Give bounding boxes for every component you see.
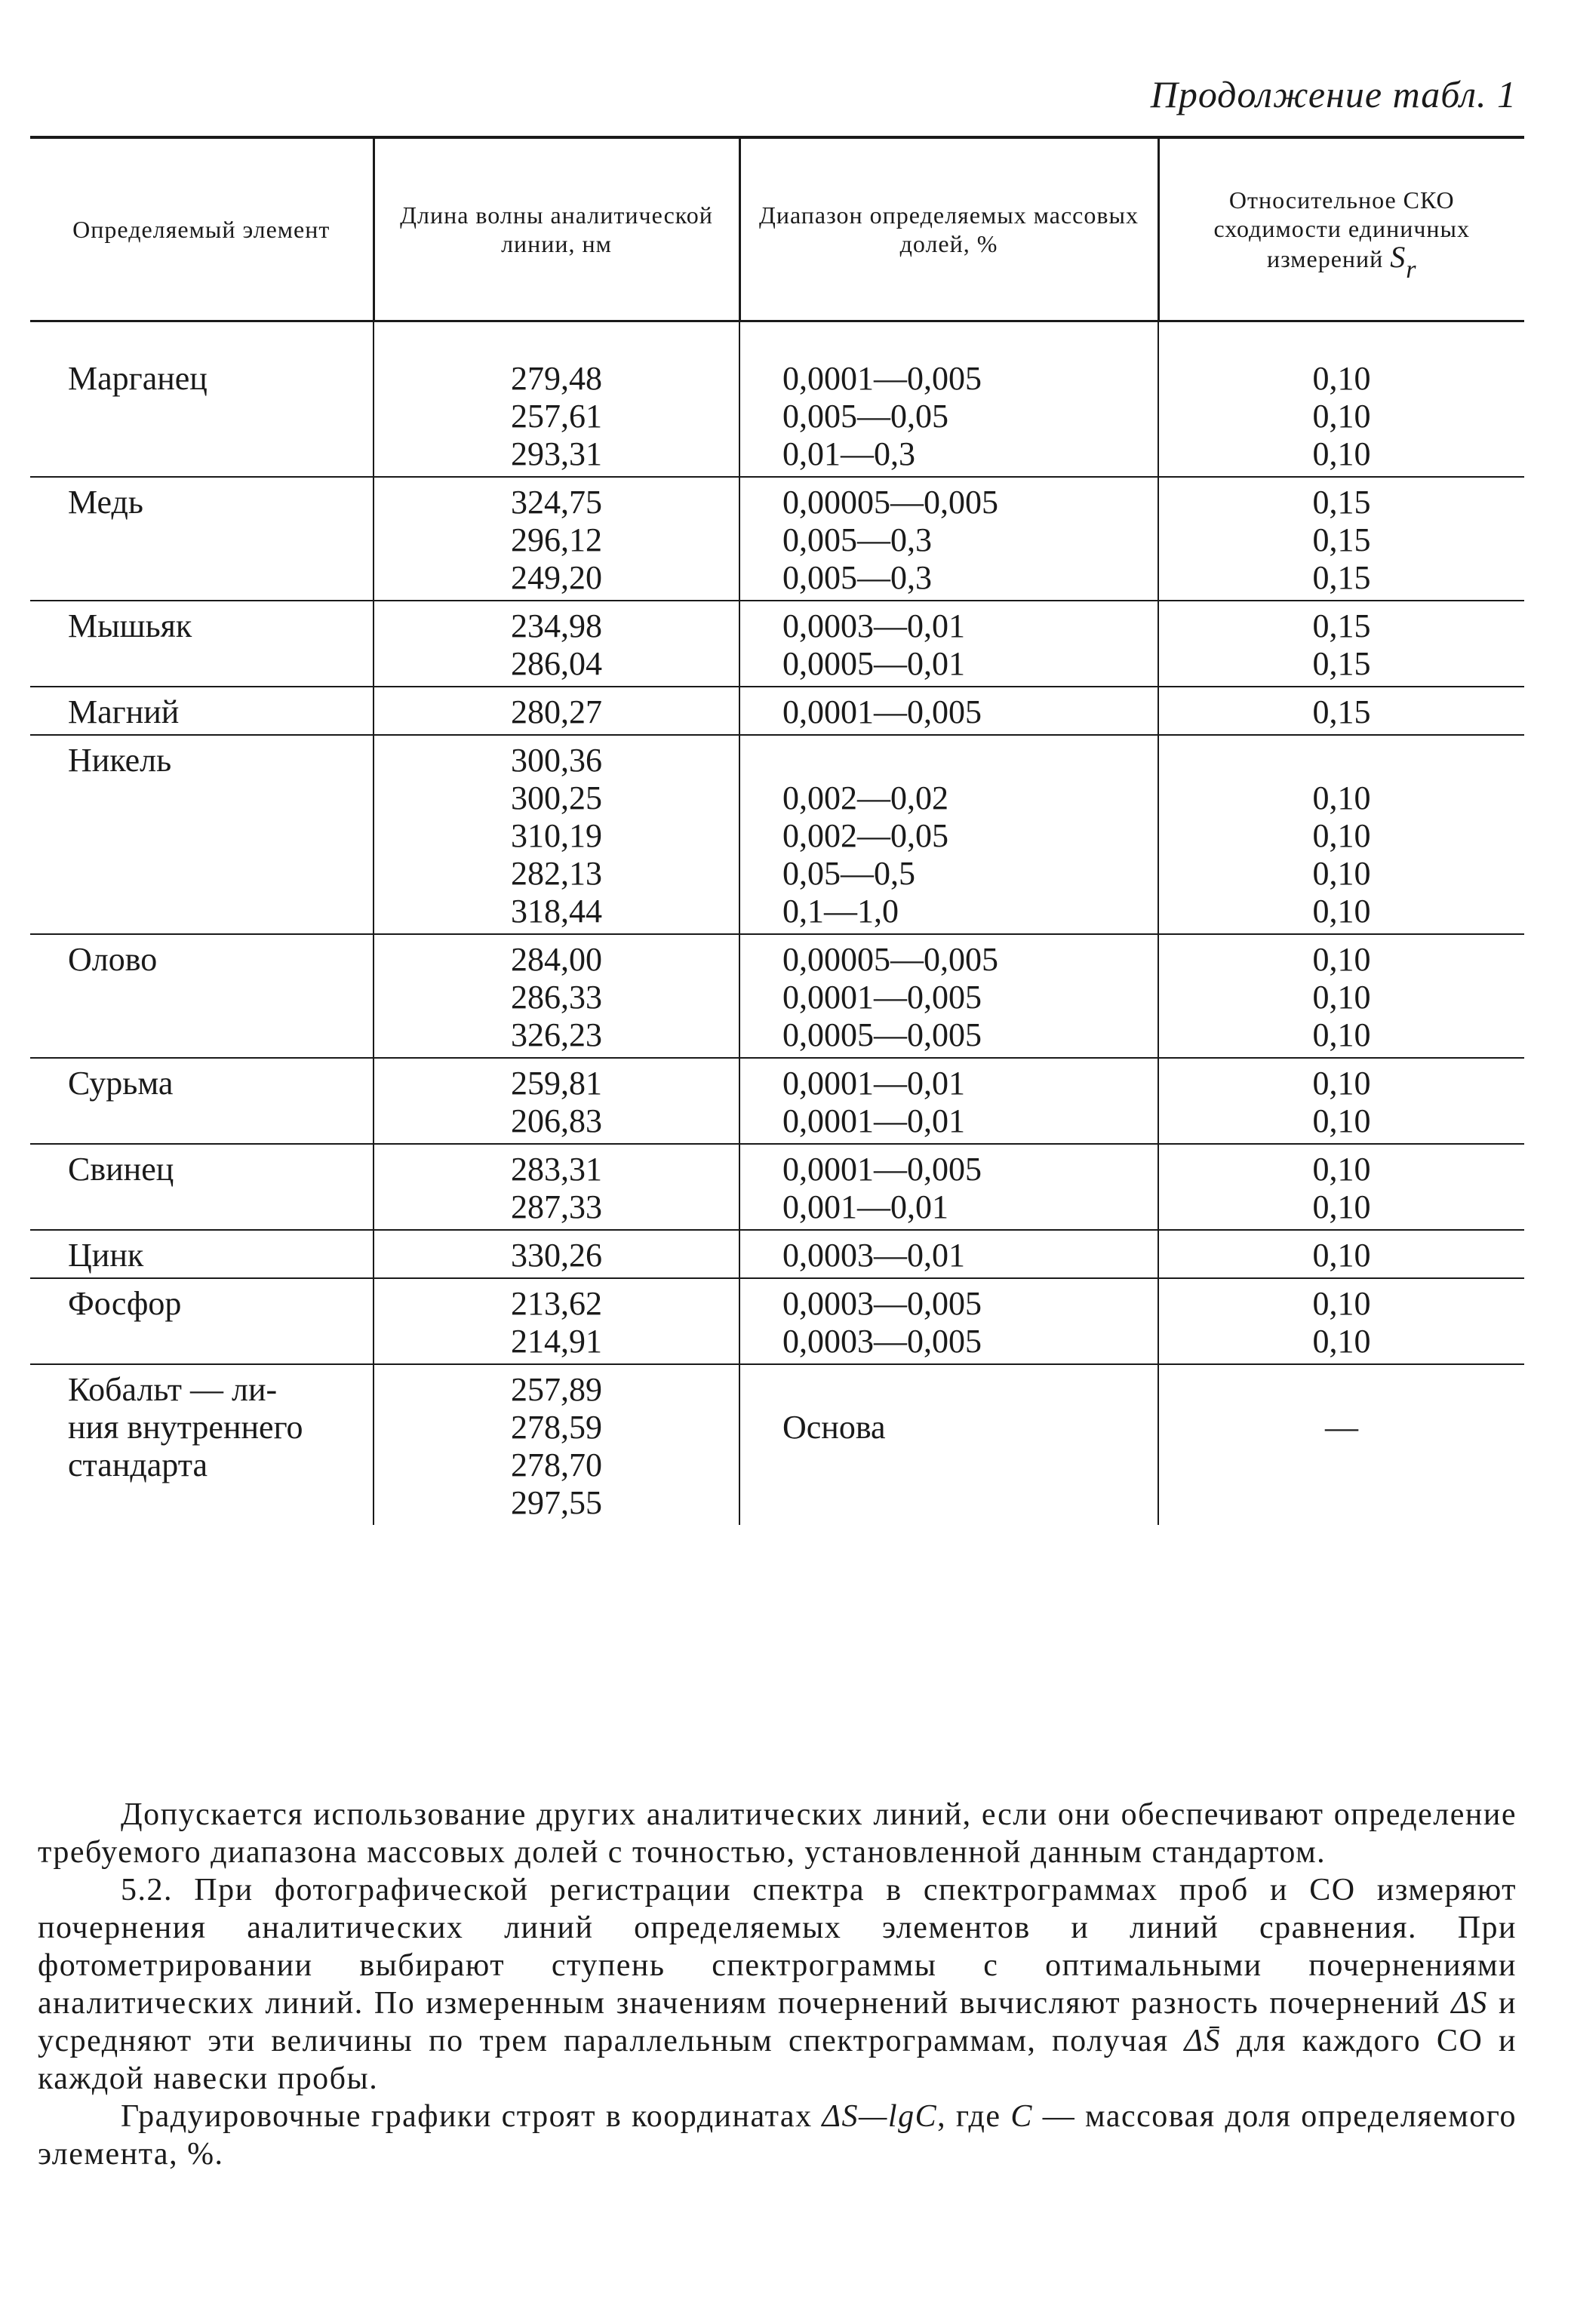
cell-ranges — [739, 1058, 1158, 1144]
sko-value: 0,10 — [1312, 435, 1371, 472]
continuation-caption: Продолжение табл. 1 — [1150, 73, 1517, 115]
sko-value: 0,10 — [1312, 1285, 1371, 1322]
spectral-lines-table — [30, 136, 1524, 1525]
paragraph-2-part-a: 5.2. При фотографической регистрации спектра в спектрограммах проб и СО измеряют почернения аналитических линий определяемых элементов и линий сравнения. При фотометрировании выбирают ступень спектрограммы с оптимальными почернениями аналитических линий. По измеренным значениям почернений вычисляют разность почернений — [38, 1873, 1517, 2021]
cell-wavelengths — [374, 1230, 739, 1278]
wavelength-value: 259,81 — [511, 1065, 602, 1102]
cell-sko — [1158, 934, 1524, 1058]
table-row — [30, 934, 1524, 1058]
sko-value: 0,15 — [1312, 484, 1371, 521]
table-row — [30, 735, 1524, 934]
wavelength-value: 282,13 — [511, 855, 602, 892]
cell-ranges — [739, 934, 1158, 1058]
wavelength-value: 286,04 — [511, 645, 602, 682]
cell-element — [30, 934, 374, 1058]
sko-value: 0,10 — [1312, 1102, 1371, 1139]
cell-ranges — [739, 1364, 1158, 1525]
wavelength-value: 257,61 — [511, 398, 602, 435]
wavelength-value: 278,70 — [511, 1446, 602, 1483]
cell-ranges — [739, 1230, 1158, 1278]
cell-sko — [1158, 477, 1524, 601]
header-range: Диапазон определяемых массовых долей, % — [739, 137, 1158, 321]
wavelength-value: 318,44 — [511, 893, 602, 930]
element-name: Мышьяк — [68, 607, 192, 644]
header-sko — [1158, 137, 1524, 321]
cell-ranges — [739, 1278, 1158, 1364]
cell-sko — [1158, 735, 1524, 934]
paragraph-3-part-a: Градуировочные графики строят в координатах — [121, 2099, 813, 2134]
cell-wavelengths — [374, 687, 739, 735]
wavelength-value: 310,19 — [511, 817, 602, 854]
range-value: 0,001—0,01 — [782, 1188, 948, 1225]
cell-wavelengths — [374, 735, 739, 934]
element-name: Свинец — [68, 1151, 174, 1188]
range-value: 0,0001—0,01 — [782, 1102, 965, 1139]
table-row — [30, 321, 1524, 478]
cell-wavelengths — [374, 477, 739, 601]
range-value: 0,0001—0,005 — [782, 360, 982, 397]
range-value: 0,0003—0,01 — [782, 607, 965, 644]
element-name: ния внутреннего — [68, 1409, 303, 1446]
cell-sko — [1158, 1364, 1524, 1525]
cell-element — [30, 735, 374, 934]
range-value: 0,00005—0,005 — [782, 484, 998, 521]
wavelength-value: 286,33 — [511, 979, 602, 1016]
cell-sko — [1158, 1278, 1524, 1364]
sko-value: 0,15 — [1312, 645, 1371, 682]
range-value: 0,0005—0,01 — [782, 645, 965, 682]
element-name: стандарта — [68, 1446, 208, 1483]
cell-element — [30, 477, 374, 601]
sko-value: 0,15 — [1312, 693, 1371, 730]
range-value: 0,0003—0,005 — [782, 1285, 982, 1322]
sko-value: 0,10 — [1312, 1188, 1371, 1225]
line-spacer — [782, 742, 1150, 779]
line-spacer — [1167, 742, 1517, 779]
body-text — [38, 1796, 1517, 2173]
cell-wavelengths — [374, 1058, 739, 1144]
table-row — [30, 601, 1524, 687]
cell-ranges — [739, 687, 1158, 735]
sko-value: 0,10 — [1312, 779, 1371, 816]
sko-value: 0,10 — [1312, 941, 1371, 978]
cell-ranges — [739, 735, 1158, 934]
range-value: Основа — [782, 1409, 886, 1446]
range-value: 0,0001—0,005 — [782, 979, 982, 1016]
sko-value: 0,10 — [1312, 1151, 1371, 1188]
delta-s-mean-symbol: ΔS̄ — [1184, 2024, 1222, 2058]
wavelength-value: 257,89 — [511, 1371, 602, 1408]
element-name: Марганец — [68, 360, 208, 397]
sko-value: 0,10 — [1312, 360, 1371, 397]
wavelength-value: 280,27 — [511, 693, 602, 730]
cell-wavelengths — [374, 934, 739, 1058]
range-value: 0,0001—0,005 — [782, 1151, 982, 1188]
cell-wavelengths — [374, 601, 739, 687]
paragraph-2 — [38, 1871, 1517, 2098]
table-row — [30, 477, 1524, 601]
range-value: 0,005—0,3 — [782, 559, 932, 596]
range-value: 0,005—0,05 — [782, 398, 948, 435]
wavelength-value: 279,48 — [511, 360, 602, 397]
cell-sko — [1158, 1058, 1524, 1144]
paragraph-2-part-c: для каждого СО и каждой навески пробы. — [38, 2024, 1517, 2096]
wavelength-value: 284,00 — [511, 941, 602, 978]
range-value: 0,002—0,02 — [782, 779, 948, 816]
wavelength-value: 293,31 — [511, 435, 602, 472]
cell-sko — [1158, 601, 1524, 687]
cell-sko — [1158, 321, 1524, 478]
sko-value: — — [1325, 1409, 1358, 1446]
wavelength-value: 300,25 — [511, 779, 602, 816]
cell-element — [30, 1278, 374, 1364]
cell-wavelengths — [374, 1364, 739, 1525]
sr-symbol: S — [1390, 239, 1407, 274]
line-spacer — [1167, 1371, 1517, 1409]
wavelength-value: 324,75 — [511, 484, 602, 521]
cell-sko — [1158, 687, 1524, 735]
paragraph-1: Допускается использование других аналитических линий, если они обеспечивают определение требуемого диапазона массовых долей с точностью, установленной данным стандартом. — [38, 1797, 1517, 1870]
wavelength-value: 278,59 — [511, 1409, 602, 1446]
cell-wavelengths — [374, 321, 739, 478]
wavelength-value: 297,55 — [511, 1484, 602, 1521]
element-name: Олово — [68, 941, 158, 978]
wavelength-value: 287,33 — [511, 1188, 602, 1225]
header-element: Определяемый элемент — [30, 137, 374, 321]
sko-value: 0,10 — [1312, 893, 1371, 930]
cell-sko — [1158, 1144, 1524, 1230]
table-row — [30, 687, 1524, 735]
element-name: Кобальт — ли- — [68, 1371, 278, 1408]
table-row — [30, 1364, 1524, 1525]
range-value: 0,01—0,3 — [782, 435, 915, 472]
wavelength-value: 300,36 — [511, 742, 602, 779]
range-value: 0,0003—0,005 — [782, 1323, 982, 1360]
coordinates-symbol: ΔS—lgC — [822, 2099, 938, 2134]
wavelength-value: 213,62 — [511, 1285, 602, 1322]
wavelength-value: 326,23 — [511, 1016, 602, 1053]
sko-value: 0,10 — [1312, 817, 1371, 854]
paragraph-3-part-c: — массовая доля определяемого элемента, %. — [38, 2099, 1517, 2172]
cell-element — [30, 601, 374, 687]
paragraph-3 — [38, 2098, 1517, 2173]
wavelength-value: 283,31 — [511, 1151, 602, 1188]
sko-value: 0,15 — [1312, 521, 1371, 558]
cell-element — [30, 321, 374, 478]
range-value: 0,002—0,05 — [782, 817, 948, 854]
element-name: Магний — [68, 693, 180, 730]
paragraph-2-part-b: и усредняют эти величины по трем параллельным спектрограммам, получая — [38, 1986, 1517, 2058]
element-name: Фосфор — [68, 1285, 182, 1322]
table-row — [30, 1144, 1524, 1230]
sko-value: 0,10 — [1312, 1065, 1371, 1102]
line-spacer — [782, 1371, 1150, 1409]
header-sko-text: Относительное СКО сходимости единичных измерений — [1213, 186, 1471, 272]
wavelength-value: 214,91 — [511, 1323, 602, 1360]
cell-ranges — [739, 321, 1158, 478]
range-value: 0,0003—0,01 — [782, 1237, 965, 1274]
sko-value: 0,15 — [1312, 607, 1371, 644]
cell-element — [30, 1144, 374, 1230]
sr-subscript: r — [1406, 255, 1417, 284]
range-value: 0,005—0,3 — [782, 521, 932, 558]
sko-value: 0,10 — [1312, 398, 1371, 435]
range-value: 0,1—1,0 — [782, 893, 899, 930]
header-wavelength: Длина волны аналитической линии, нм — [374, 137, 739, 321]
table-header-row — [30, 137, 1524, 321]
sko-value: 0,10 — [1312, 1323, 1371, 1360]
wavelength-value: 330,26 — [511, 1237, 602, 1274]
sko-value: 0,10 — [1312, 979, 1371, 1016]
cell-wavelengths — [374, 1144, 739, 1230]
cell-element — [30, 1230, 374, 1278]
table-row — [30, 1058, 1524, 1144]
delta-s-symbol: ΔS — [1451, 1986, 1488, 2021]
range-value: 0,0001—0,005 — [782, 693, 982, 730]
range-value: 0,0001—0,01 — [782, 1065, 965, 1102]
wavelength-value: 249,20 — [511, 559, 602, 596]
cell-element — [30, 1364, 374, 1525]
table-row — [30, 1278, 1524, 1364]
cell-element — [30, 687, 374, 735]
sko-value: 0,10 — [1312, 1237, 1371, 1274]
table-row — [30, 1230, 1524, 1278]
cell-ranges — [739, 601, 1158, 687]
range-value: 0,0005—0,005 — [782, 1016, 982, 1053]
element-name: Никель — [68, 742, 172, 779]
c-symbol: C — [1010, 2099, 1033, 2134]
range-value: 0,05—0,5 — [782, 855, 915, 892]
wavelength-value: 206,83 — [511, 1102, 602, 1139]
cell-element — [30, 1058, 374, 1144]
wavelength-value: 296,12 — [511, 521, 602, 558]
sko-value: 0,10 — [1312, 855, 1371, 892]
element-name: Цинк — [68, 1237, 144, 1274]
cell-ranges — [739, 1144, 1158, 1230]
table-body — [30, 321, 1524, 1526]
wavelength-value: 234,98 — [511, 607, 602, 644]
paragraph-3-part-b: , где — [937, 2099, 1001, 2134]
cell-sko — [1158, 1230, 1524, 1278]
element-name: Сурьма — [68, 1065, 174, 1102]
sko-value: 0,10 — [1312, 1016, 1371, 1053]
range-value: 0,00005—0,005 — [782, 941, 998, 978]
sko-value: 0,15 — [1312, 559, 1371, 596]
cell-wavelengths — [374, 1278, 739, 1364]
cell-ranges — [739, 477, 1158, 601]
element-name: Медь — [68, 484, 143, 521]
